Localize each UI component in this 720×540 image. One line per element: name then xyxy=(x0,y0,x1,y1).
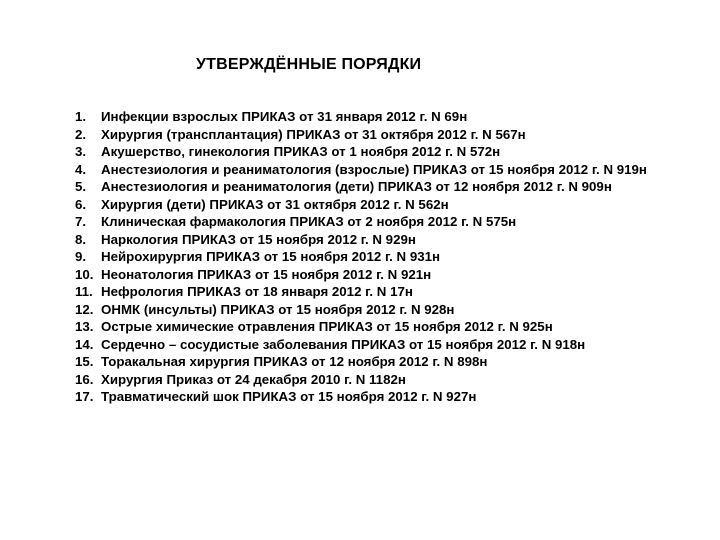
item-text: Травматический шок ПРИКАЗ от 15 ноября 2012 г. N 927н xyxy=(101,389,477,404)
list-item xyxy=(75,353,665,371)
list-item xyxy=(75,388,665,406)
item-number: 14. xyxy=(75,336,94,352)
item-number: 16. xyxy=(75,371,94,387)
item-number: 1. xyxy=(75,109,87,124)
item-text: Острые химические отравления ПРИКАЗ от 15 ноября 2012 г. N 925н xyxy=(101,319,553,334)
item-text: Клиническая фармакология ПРИКАЗ от 2 ноября 2012 г. N 575н xyxy=(101,214,517,229)
item-number: 2. xyxy=(75,126,87,142)
item-number: 8. xyxy=(75,231,87,247)
item-text: Нейрохирургия ПРИКАЗ от 15 ноября 2012 г. N 931н xyxy=(101,249,441,264)
list-item xyxy=(75,143,665,161)
item-text: Сердечно – сосудистые заболевания ПРИКАЗ от 15 ноября 2012 г. N 918н xyxy=(101,336,586,352)
list-item xyxy=(75,231,665,249)
item-text: Нефрология ПРИКАЗ от 18 января 2012 г. N 17н xyxy=(101,284,413,299)
list-item xyxy=(75,371,665,389)
item-number: 6. xyxy=(75,196,87,212)
item-text: Наркология ПРИКАЗ от 15 ноября 2012 г. N 929н xyxy=(101,231,416,247)
item-text: Хирургия (дети) ПРИКАЗ от 31 октября 2012 г. N 562н xyxy=(101,196,449,212)
orders-list xyxy=(75,108,665,406)
item-text: ОНМК (инсульты) ПРИКАЗ от 15 ноября 2012 г. N 928н xyxy=(101,301,455,317)
item-text: Хирургия (трансплантация) ПРИКАЗ от 31 октября 2012 г. N 567н xyxy=(101,126,526,142)
list-item xyxy=(75,196,665,214)
item-text: Анестезиология и реаниматология (дети) ПРИКАЗ от 12 ноября 2012 г. N 909н xyxy=(101,179,612,194)
list-item xyxy=(75,108,665,126)
item-text: Инфекции взрослых ПРИКАЗ от 31 января 2012 г. N 69н xyxy=(101,109,468,124)
item-text: Анестезиология и реаниматология (взрослые) ПРИКАЗ от 15 ноября 2012 г. N 919н xyxy=(101,161,647,177)
item-number: 11. xyxy=(75,284,93,299)
item-text: Хирургия Приказ от 24 декабря 2010 г. N 1182н xyxy=(101,371,406,387)
page-title: УТВЕРЖДЁННЫЕ ПОРЯДКИ xyxy=(196,56,422,73)
item-text: Торакальная хирургия ПРИКАЗ от 12 ноября 2012 г. N 898н xyxy=(101,354,488,369)
list-item xyxy=(75,126,665,144)
item-text: Неонатология ПРИКАЗ от 15 ноября 2012 г. N 921н xyxy=(101,266,432,282)
item-number: 7. xyxy=(75,214,87,229)
list-item xyxy=(75,161,665,179)
item-number: 12. xyxy=(75,301,94,317)
item-number: 4. xyxy=(75,161,87,177)
item-number: 9. xyxy=(75,249,87,264)
item-number: 17. xyxy=(75,389,94,404)
item-number: 10. xyxy=(75,266,94,282)
list-item xyxy=(75,301,665,319)
item-number: 15. xyxy=(75,354,94,369)
list-item xyxy=(75,336,665,354)
item-number: 13. xyxy=(75,319,94,334)
list-item xyxy=(75,318,665,336)
list-item xyxy=(75,283,665,301)
list-item xyxy=(75,248,665,266)
item-number: 5. xyxy=(75,179,87,194)
item-number: 3. xyxy=(75,144,87,159)
item-text: Акушерство, гинекология ПРИКАЗ от 1 ноября 2012 г. N 572н xyxy=(101,144,501,159)
list-item xyxy=(75,178,665,196)
list-item xyxy=(75,266,665,284)
list-item xyxy=(75,213,665,231)
